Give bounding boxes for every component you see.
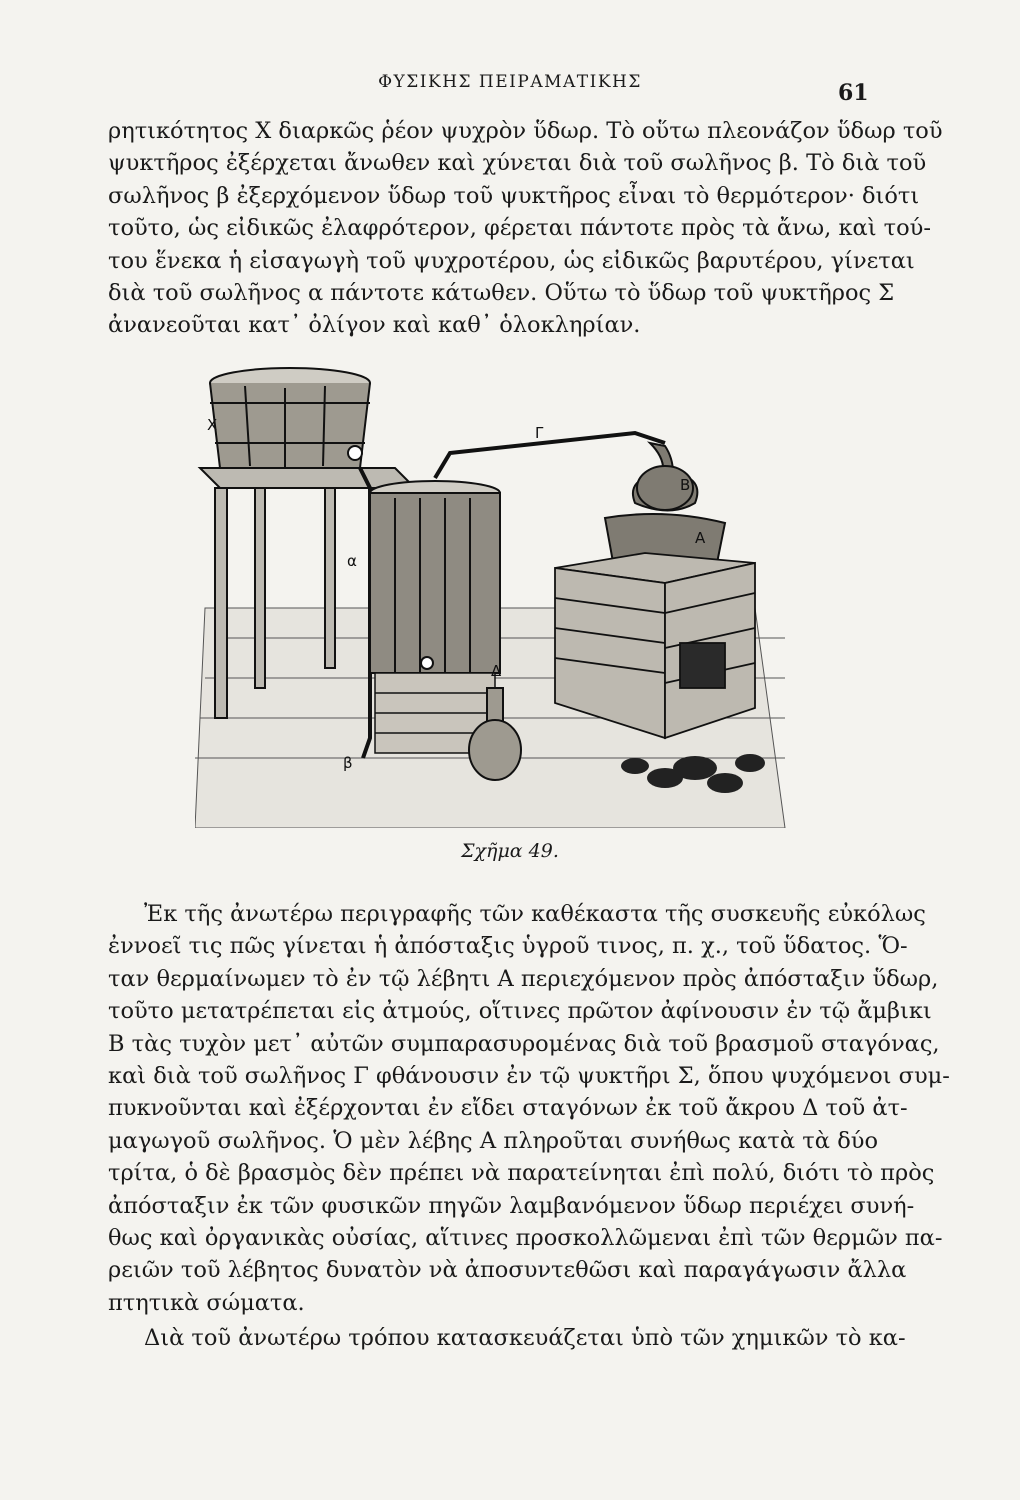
condenser [370, 481, 500, 673]
text-line: ἀπόσταξιν ἐκ τῶν φυσικῶν πηγῶν λαμβανόμενον ὕδωρ περιέχει συνή- [108, 1192, 915, 1219]
running-title: ΦΥΣΙΚΗΣ ΠΕΙΡΑΜΑΤΙΚΗΣ [378, 72, 642, 92]
text-line: του ἕνεκα ἡ εἰσαγωγὴ τοῦ ψυχροτέρου, ὡς εἰδικῶς βαρυτέρου, γίνεται [108, 247, 915, 274]
still [605, 443, 725, 573]
text-line: Β τὰς τυχὸν μετ᾽ αὐτῶν συμπαρασυρομένας διὰ τοῦ βρασμοῦ σταγόνας, [108, 1030, 940, 1057]
text-line: Διὰ τοῦ ἀνωτέρω τρόπου κατασκευάζεται ὑπὸ τῶν χημικῶν τὸ κα- [144, 1325, 906, 1351]
distillation-apparatus-figure [195, 358, 795, 828]
label-gamma: Γ [535, 424, 544, 442]
text-line: Ἐκ τῆς ἀνωτέρω περιγραφῆς τῶν καθέκαστα τῆς συσκευῆς εὐκόλως [144, 901, 926, 927]
figure-caption: Σχῆμα 49. [461, 840, 559, 862]
text-line: ρητικότητος Χ διαρκῶς ῥέον ψυχρὸν ὕδωρ. Τὸ οὕτω πλεονάζον ὕδωρ τοῦ [108, 118, 943, 144]
label-a: Α [695, 529, 706, 547]
text-line: ρειῶν τοῦ λέβητος δυνατὸν νὰ ἀποσυντεθῶσι καὶ παραγάγωσιν ἄλλα [108, 1257, 907, 1284]
label-delta: Δ [491, 662, 502, 680]
text-line: ψυκτῆρος ἐξέρχεται ἄνωθεν καὶ χύνεται διὰ τοῦ σωλῆνος β. Τὸ διὰ τοῦ [108, 150, 927, 177]
furnace [555, 553, 755, 738]
paragraph-1 [108, 115, 943, 342]
text-line: ταν θερμαίνωμεν τὸ ἐν τῷ λέβητι Α περιεχόμενον πρὸς ἀπόσταξιν ὕδωρ, [108, 965, 939, 992]
text-line: ἀνανεοῦται κατ᾽ ὀλίγον καὶ καθ᾽ ὁλοκληρίαν. [108, 312, 641, 339]
text-line: πυκνοῦνται καὶ ἐξέρχονται ἐν εἴδει σταγόνων ἐκ τοῦ ἄκρου Δ τοῦ ἀτ- [108, 1095, 908, 1122]
paragraph-2 [108, 898, 950, 1319]
label-x: Χ [207, 416, 218, 434]
text-line: σωλῆνος β ἐξερχόμενον ὕδωρ τοῦ ψυκτῆρος εἶναι τὸ θερμότερον· διότι [108, 182, 920, 209]
page-number: 61 [838, 80, 869, 106]
text-line: πτητικὰ σώματα. [108, 1289, 305, 1316]
paragraph-3 [108, 1322, 906, 1354]
text-line: τοῦτο, ὡς εἰδικῶς ἐλαφρότερον, φέρεται πάντοτε πρὸς τὰ ἄνω, καὶ τού- [108, 215, 931, 242]
text-line: μαγωγοῦ σωλῆνος. Ὁ μὲν λέβης Α πληροῦται συνήθως κατὰ τὰ δύο [108, 1127, 878, 1154]
text-line: ἐννοεῖ τις πῶς γίνεται ἡ ἀπόσταξις ὑγροῦ τινος, π. χ., τοῦ ὕδατος. Ὅ- [108, 933, 908, 960]
pipe-gamma [435, 433, 665, 478]
text-line: τοῦτο μετατρέπεται εἰς ἀτμούς, οἵτινες πρῶτον ἀφίνουσιν ἐν τῷ ἄμβικι [108, 998, 932, 1025]
water-barrel [210, 368, 370, 468]
text-line: τρίτα, ὁ δὲ βρασμὸς δὲν πρέπει νὰ παρατείνηται ἐπὶ πολύ, διότι τὸ πρὸς [108, 1160, 935, 1187]
label-alpha: α [347, 552, 357, 570]
label-b: Β [680, 476, 691, 494]
label-beta: β [343, 754, 353, 772]
text-line: θως καὶ ὀργανικὰς οὐσίας, αἵτινες προσκολλῶμεναι ἐπὶ τῶν θερμῶν πα- [108, 1225, 943, 1252]
text-line: διὰ τοῦ σωλῆνος α πάντοτε κάτωθεν. Οὕτω τὸ ὕδωρ τοῦ ψυκτῆρος Σ [108, 280, 895, 307]
text-line: καὶ διὰ τοῦ σωλῆνος Γ φθάνουσιν ἐν τῷ ψυκτῆρι Σ, ὅπου ψυχόμενοι συμ- [108, 1063, 950, 1090]
